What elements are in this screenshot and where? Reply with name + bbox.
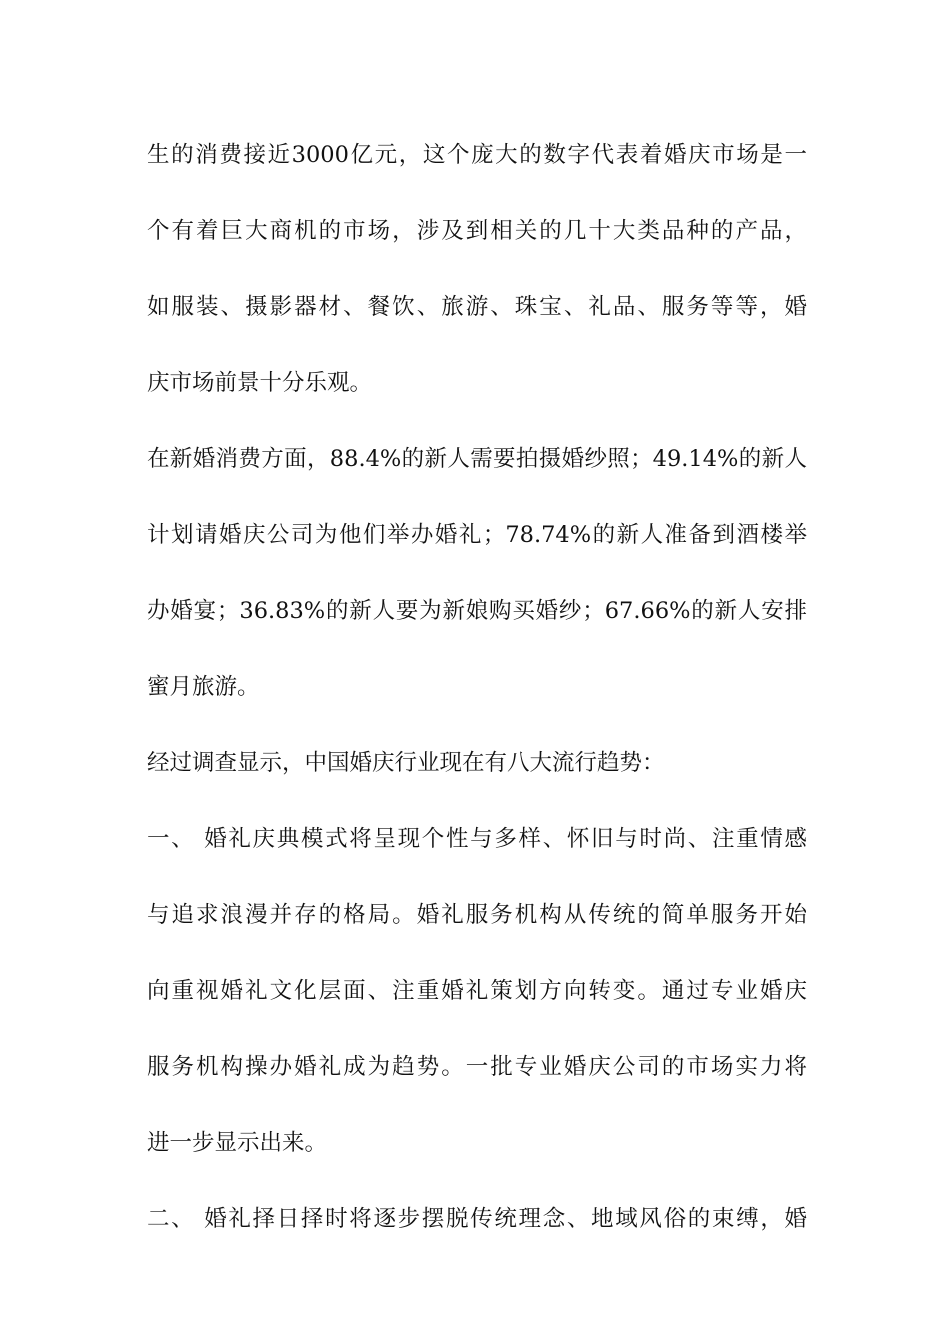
text-line: 庆市场前景十分乐观。: [147, 370, 373, 396]
text-line: 与追求浪漫并存的格局。婚礼服务机构从传统的简单服务开始: [147, 902, 807, 928]
text-line: 一、 婚礼庆典模式将呈现个性与多样、怀旧与时尚、注重情感: [147, 826, 807, 852]
text-line: 向重视婚礼文化层面、注重婚礼策划方向转变。通过专业婚庆: [147, 978, 807, 1004]
text-line: 蜜月旅游。: [147, 674, 260, 700]
text-line: 生的消费接近3000亿元，这个庞大的数字代表着婚庆市场是一: [147, 142, 807, 168]
text-line: 服务机构操办婚礼成为趋势。一批专业婚庆公司的市场实力将: [147, 1054, 807, 1080]
text-line: 办婚宴；36.83%的新人要为新娘购买婚纱；67.66%的新人安排: [147, 598, 807, 624]
text-line: 进一步显示出来。: [147, 1130, 328, 1156]
text-line: 经过调查显示，中国婚庆行业现在有八大流行趋势：: [147, 750, 665, 776]
text-line: 如服装、摄影器材、餐饮、旅游、珠宝、礼品、服务等等，婚: [147, 294, 807, 320]
text-line: 个有着巨大商机的市场，涉及到相关的几十大类品种的产品，: [147, 218, 807, 244]
text-line: 二、 婚礼择日择时将逐步摆脱传统理念、地域风俗的束缚，婚: [147, 1206, 807, 1232]
text-line: 在新婚消费方面，88.4%的新人需要拍摄婚纱照；49.14%的新人: [147, 446, 807, 472]
text-line: 计划请婚庆公司为他们举办婚礼；78.74%的新人准备到酒楼举: [147, 522, 807, 548]
